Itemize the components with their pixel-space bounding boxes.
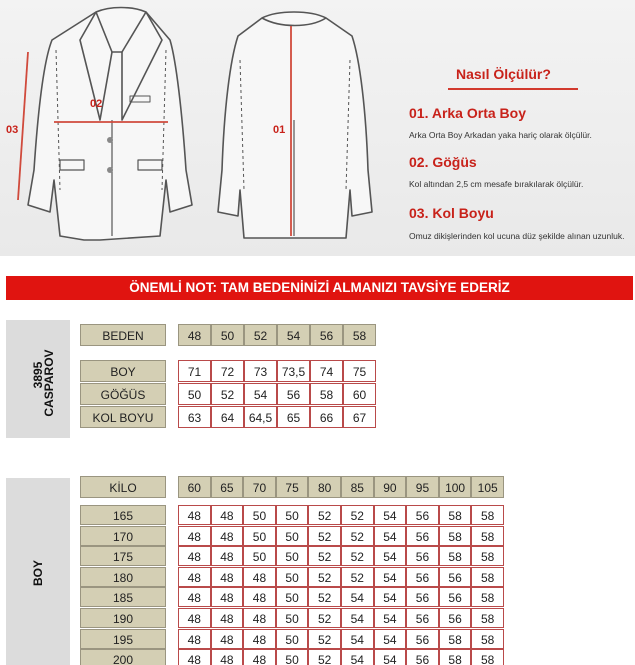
step-1-heading: 01. Arka Orta Boy xyxy=(409,105,526,121)
recommended-size-cell: 48 xyxy=(211,505,244,525)
important-note-banner: ÖNEMLİ NOT: TAM BEDENİNİZİ ALMANIZI TAVSİYE EDERİZ xyxy=(6,276,633,300)
recommended-size-cell: 52 xyxy=(341,505,374,525)
height-row-label: 180 xyxy=(80,567,166,587)
height-row-label: 195 xyxy=(80,629,166,649)
sleeve-measure-line xyxy=(18,52,28,200)
marker-01: 01 xyxy=(273,124,286,136)
measure-value-cell: 63 xyxy=(178,406,211,428)
measure-value-cell: 67 xyxy=(343,406,376,428)
height-row-label: 185 xyxy=(80,587,166,607)
recommended-size-cell: 52 xyxy=(308,526,341,546)
step-1-desc: Arka Orta Boy Arkadan yaka hariç olarak ölçülür. xyxy=(409,130,592,140)
recommended-size-cell: 48 xyxy=(178,629,211,649)
weight-header-cell: 105 xyxy=(471,476,504,498)
recommended-size-cell: 48 xyxy=(243,567,276,587)
measure-value-cell: 65 xyxy=(277,406,310,428)
recommended-size-cell: 48 xyxy=(178,649,211,665)
recommended-size-cell: 48 xyxy=(211,649,244,665)
recommended-size-cell: 52 xyxy=(308,629,341,649)
height-row-label: 165 xyxy=(80,505,166,525)
recommended-size-cell: 58 xyxy=(471,649,504,665)
recommended-size-cell: 58 xyxy=(471,526,504,546)
recommended-size-cell: 50 xyxy=(276,649,309,665)
measure-value-cell: 54 xyxy=(244,383,277,405)
recommended-size-cell: 54 xyxy=(374,608,407,628)
recommended-size-cell: 58 xyxy=(439,649,472,665)
measure-value-cell: 72 xyxy=(211,360,244,382)
recommended-size-cell: 56 xyxy=(406,567,439,587)
recommended-size-cell: 50 xyxy=(276,567,309,587)
kilo-header: KİLO xyxy=(80,476,166,498)
recommended-size-cell: 48 xyxy=(211,526,244,546)
recommended-size-cell: 48 xyxy=(178,546,211,566)
measure-value-cell: 74 xyxy=(310,360,343,382)
recommended-size-cell: 52 xyxy=(308,567,341,587)
size-header-cell: 56 xyxy=(310,324,343,346)
recommended-size-cell: 56 xyxy=(406,546,439,566)
recommended-size-cell: 50 xyxy=(276,587,309,607)
recommended-size-cell: 50 xyxy=(276,629,309,649)
recommended-size-cell: 48 xyxy=(211,567,244,587)
recommended-size-cell: 48 xyxy=(178,505,211,525)
recommended-size-cell: 56 xyxy=(406,608,439,628)
height-row-label: 175 xyxy=(80,546,166,566)
height-axis-label: BOY xyxy=(31,560,45,587)
weight-header-cell: 75 xyxy=(276,476,309,498)
recommended-size-cell: 50 xyxy=(243,505,276,525)
step-3-heading: 03. Kol Boyu xyxy=(409,205,494,221)
measure-value-cell: 58 xyxy=(310,383,343,405)
weight-header-cell: 95 xyxy=(406,476,439,498)
recommended-size-cell: 56 xyxy=(406,505,439,525)
recommended-size-cell: 58 xyxy=(471,567,504,587)
recommended-size-cell: 50 xyxy=(276,608,309,628)
recommended-size-cell: 52 xyxy=(308,587,341,607)
recommended-size-cell: 58 xyxy=(439,526,472,546)
how-to-title: Nasıl Ölçülür? xyxy=(456,66,551,82)
weight-header-cell: 90 xyxy=(374,476,407,498)
measure-value-cell: 50 xyxy=(178,383,211,405)
weight-header-cell: 60 xyxy=(178,476,211,498)
recommended-size-cell: 50 xyxy=(243,526,276,546)
model-code-label: 3895 xyxy=(31,361,45,389)
measure-value-cell: 73,5 xyxy=(277,360,310,382)
recommended-size-cell: 58 xyxy=(471,608,504,628)
measure-value-cell: 66 xyxy=(310,406,343,428)
measure-value-cell: 71 xyxy=(178,360,211,382)
recommended-size-cell: 54 xyxy=(374,526,407,546)
recommended-size-cell: 48 xyxy=(211,629,244,649)
recommended-size-cell: 56 xyxy=(406,629,439,649)
step-3-desc: Omuz dikişlerinden kol ucuna düz şekilde alınan uzunluk. xyxy=(409,231,625,241)
measure-value-cell: 75 xyxy=(343,360,376,382)
recommended-size-cell: 50 xyxy=(243,546,276,566)
size-header-cell: 50 xyxy=(211,324,244,346)
recommended-size-cell: 58 xyxy=(471,505,504,525)
measure-value-cell: 52 xyxy=(211,383,244,405)
size-header-cell: 54 xyxy=(277,324,310,346)
front-jacket-drawing xyxy=(28,8,192,241)
recommended-size-cell: 54 xyxy=(374,567,407,587)
weight-header-cell: 80 xyxy=(308,476,341,498)
recommended-size-cell: 54 xyxy=(374,629,407,649)
recommended-size-cell: 58 xyxy=(439,505,472,525)
recommended-size-cell: 50 xyxy=(276,546,309,566)
model-name-label: CASPAROV xyxy=(42,349,56,417)
recommended-size-cell: 50 xyxy=(276,505,309,525)
marker-02: 02 xyxy=(90,98,103,110)
measurement-illustration xyxy=(0,0,635,256)
recommended-size-cell: 50 xyxy=(276,526,309,546)
recommended-size-cell: 48 xyxy=(243,629,276,649)
recommended-size-cell: 56 xyxy=(439,567,472,587)
recommended-size-cell: 52 xyxy=(341,546,374,566)
recommended-size-cell: 54 xyxy=(374,649,407,665)
recommended-size-cell: 58 xyxy=(439,629,472,649)
weight-header-cell: 70 xyxy=(243,476,276,498)
recommended-size-cell: 48 xyxy=(243,587,276,607)
recommended-size-cell: 58 xyxy=(439,546,472,566)
recommended-size-cell: 58 xyxy=(471,546,504,566)
title-underline xyxy=(448,88,578,90)
recommended-size-cell: 52 xyxy=(308,505,341,525)
size-header-cell: 58 xyxy=(343,324,376,346)
recommended-size-cell: 54 xyxy=(341,587,374,607)
recommended-size-cell: 48 xyxy=(211,608,244,628)
recommended-size-cell: 54 xyxy=(341,629,374,649)
recommended-size-cell: 56 xyxy=(406,649,439,665)
measure-row-label: BOY xyxy=(80,360,166,382)
recommended-size-cell: 52 xyxy=(341,567,374,587)
recommended-size-cell: 48 xyxy=(178,526,211,546)
measure-row-label: GÖĞÜS xyxy=(80,383,166,405)
weight-header-cell: 100 xyxy=(439,476,472,498)
measure-row-label: KOL BOYU xyxy=(80,406,166,428)
jacket-drawings xyxy=(0,0,635,256)
recommended-size-cell: 52 xyxy=(341,526,374,546)
recommended-size-cell: 54 xyxy=(374,546,407,566)
weight-header-cell: 65 xyxy=(211,476,244,498)
recommended-size-cell: 54 xyxy=(374,587,407,607)
recommended-size-cell: 56 xyxy=(406,587,439,607)
height-row-label: 190 xyxy=(80,608,166,628)
measure-value-cell: 73 xyxy=(244,360,277,382)
recommended-size-cell: 54 xyxy=(374,505,407,525)
marker-03: 03 xyxy=(6,124,19,136)
recommended-size-cell: 56 xyxy=(439,608,472,628)
recommended-size-cell: 56 xyxy=(439,587,472,607)
recommended-size-cell: 58 xyxy=(471,629,504,649)
recommended-size-cell: 48 xyxy=(211,546,244,566)
beden-header: BEDEN xyxy=(80,324,166,346)
size-header-cell: 52 xyxy=(244,324,277,346)
recommended-size-cell: 52 xyxy=(308,608,341,628)
recommended-size-cell: 48 xyxy=(178,608,211,628)
size-header-cell: 48 xyxy=(178,324,211,346)
recommended-size-cell: 48 xyxy=(178,587,211,607)
recommended-size-cell: 48 xyxy=(211,587,244,607)
height-row-label: 170 xyxy=(80,526,166,546)
recommended-size-cell: 48 xyxy=(178,567,211,587)
recommended-size-cell: 52 xyxy=(308,649,341,665)
measure-value-cell: 64 xyxy=(211,406,244,428)
recommended-size-cell: 52 xyxy=(308,546,341,566)
measure-value-cell: 64,5 xyxy=(244,406,277,428)
weight-header-cell: 85 xyxy=(341,476,374,498)
recommended-size-cell: 56 xyxy=(406,526,439,546)
recommended-size-cell: 54 xyxy=(341,608,374,628)
measure-value-cell: 56 xyxy=(277,383,310,405)
recommended-size-cell: 48 xyxy=(243,649,276,665)
step-2-desc: Kol altından 2,5 cm mesafe bırakılarak ölçülür. xyxy=(409,179,584,189)
step-2-heading: 02. Göğüs xyxy=(409,154,477,170)
back-jacket-drawing xyxy=(218,12,372,238)
measure-value-cell: 60 xyxy=(343,383,376,405)
height-row-label: 200 xyxy=(80,649,166,665)
recommended-size-cell: 58 xyxy=(471,587,504,607)
recommended-size-cell: 48 xyxy=(243,608,276,628)
recommended-size-cell: 54 xyxy=(341,649,374,665)
